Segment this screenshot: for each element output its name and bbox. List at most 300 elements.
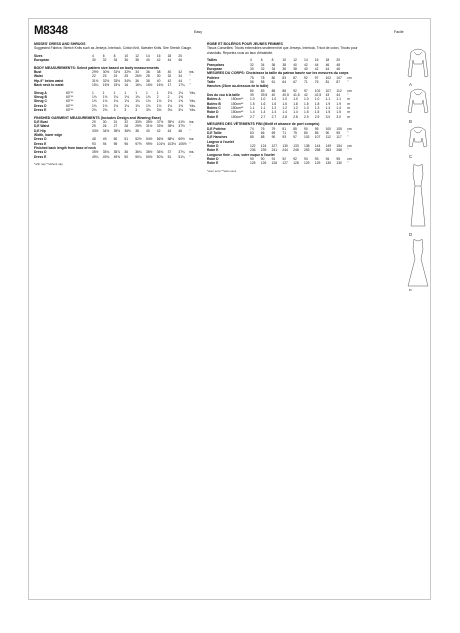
row-value: 32½ <box>102 78 110 83</box>
row-value: 44 <box>314 62 319 67</box>
row-value: 1⅛ <box>124 95 129 99</box>
row-value: 17¼ <box>178 83 185 88</box>
row-value: 31½ <box>92 78 99 83</box>
row-value: 27 <box>113 124 118 129</box>
row-value: 30 <box>92 58 96 63</box>
row-value: 10 <box>282 58 287 63</box>
row-value: 1.2 <box>271 106 277 110</box>
row-value: 1⅝ <box>178 99 183 104</box>
difficulty-en: Easy <box>194 30 202 34</box>
row-fabric-width: 60"** <box>66 95 74 99</box>
row-value: 71 <box>304 79 308 84</box>
row-value: 1 <box>102 90 105 95</box>
row-value: 18 <box>167 53 172 58</box>
row-unit: m <box>347 106 350 110</box>
row-value: 34½ <box>102 128 110 133</box>
row-value: 97 <box>304 88 308 93</box>
row-value: 26½ <box>135 74 142 79</box>
row-label: Taille <box>207 79 216 84</box>
row-value: 42 <box>304 92 308 97</box>
row-value: 46 <box>178 58 183 63</box>
row-value: 56 <box>250 79 254 84</box>
row-value: 129 <box>304 161 310 166</box>
row-fabric-width: 60"** <box>66 108 74 113</box>
row-unit: " <box>347 92 349 97</box>
row-value: 51 <box>124 137 129 142</box>
row-value: 1.3 <box>304 106 309 110</box>
row-value: 94 <box>325 156 330 161</box>
row-fabric-width: 60"** <box>66 99 74 104</box>
figure-label-e: E <box>409 288 413 291</box>
row-value: 35½ <box>113 128 121 133</box>
row-value: 2.8 <box>282 114 287 119</box>
row-value: 101½ <box>156 141 166 146</box>
row-unit: cm <box>347 88 352 93</box>
row-value: 36¼ <box>135 150 142 155</box>
body-measurements-title: MESURES DU CORPS: Choisissez la taille du patron basée sur les mesures du corps <box>207 71 349 76</box>
row-value: 43 <box>325 92 330 97</box>
row-value: 35½ <box>92 150 99 155</box>
row-value: 4 <box>92 53 94 58</box>
row-value: 41½ <box>178 119 185 124</box>
fabrics-text: Tissus Conseillés: Tricots extensibles seulement tel que Jerseys, Interlock, Tricot de coton, Tricots pour chandails. Reportez-vous au taux d'élasticité. <box>207 46 358 55</box>
row-label: Boléro B <box>207 101 221 106</box>
row-label: D,E Hanches <box>207 135 228 140</box>
row-fabric-width: 150cm** <box>231 114 244 119</box>
row-value: 66 <box>260 130 265 135</box>
row-value: 64 <box>282 79 287 84</box>
row-value: 50 <box>113 137 118 142</box>
row-fabric-width: 150cm** <box>231 101 244 106</box>
footnote: *with nap **without nap <box>34 162 63 167</box>
row-value: 32½ <box>124 70 131 75</box>
row-value: 48 <box>92 137 96 142</box>
row-value: 1.5 <box>314 110 320 115</box>
row-value: 32 <box>124 119 129 124</box>
row-value: 26 <box>102 124 107 129</box>
row-value: 36½ <box>146 150 153 155</box>
row-value: 29 <box>92 119 96 124</box>
row-value: 241 <box>271 148 278 153</box>
row-label: Tailles <box>207 58 218 63</box>
row-value: 1.6 <box>260 101 266 106</box>
row-value: 6 <box>102 53 105 58</box>
row-value: 39 <box>250 92 254 97</box>
row-value: 1.4 <box>336 106 341 110</box>
row-value: 107 <box>325 88 332 93</box>
row-value: 85 <box>293 126 297 131</box>
row-unit: " <box>347 135 349 140</box>
row-label: D,E Taille <box>207 130 222 135</box>
pattern-code: M8348 <box>34 25 68 37</box>
row-value: 35½ <box>167 124 175 129</box>
row-value: 2.9 <box>304 114 309 119</box>
row-unit: " <box>189 154 191 159</box>
row-value: 3⅛ <box>156 108 162 113</box>
row-label: D,E Bust <box>34 119 48 124</box>
row-value: 1⅛ <box>102 103 108 108</box>
row-value: 244 <box>282 148 288 153</box>
row-value: 38 <box>135 58 139 63</box>
row-value: 144 <box>314 143 321 148</box>
width-title: Width, lower edge <box>34 132 63 137</box>
row-value: 14 <box>146 53 150 58</box>
row-value: 49⅝ <box>113 154 121 159</box>
row-value: 36 <box>135 78 139 83</box>
row-label: Dress D <box>34 103 47 108</box>
row-value: 38 <box>282 62 287 67</box>
row-value: 38 <box>293 66 297 71</box>
row-value: 51¼ <box>178 154 185 159</box>
row-value: 93 <box>282 135 287 140</box>
row-unit: " <box>347 148 349 153</box>
back-length-title: Longueur finie – dos, votre nuque à l'ourlet <box>207 152 275 157</box>
row-value: 263 <box>325 148 332 153</box>
row-value: 56½ <box>156 137 164 142</box>
row-value: 92 <box>293 156 297 161</box>
row-unit: cm <box>347 126 352 131</box>
row-value: 1.1 <box>250 106 255 110</box>
row-unit: cm <box>347 143 352 148</box>
row-value: 92 <box>282 156 287 161</box>
row-value: 44 <box>167 58 172 63</box>
row-value: 95 <box>314 126 319 131</box>
row-unit: " <box>347 79 349 84</box>
row-value: 2 <box>167 95 170 99</box>
row-unit: Yds. <box>189 99 196 104</box>
row-value: 3.0 <box>325 114 331 119</box>
row-fabric-width: 150cm** <box>231 106 244 110</box>
row-value: 46 <box>178 128 183 133</box>
row-value: 69 <box>271 130 276 135</box>
row-value: 125 <box>250 161 256 166</box>
row-value: 44 <box>167 128 172 133</box>
row-value: 1.4 <box>260 110 266 115</box>
row-unit: ins. <box>189 150 195 155</box>
row-value: 97½ <box>135 141 142 146</box>
table-row <box>207 80 407 84</box>
row-value: 3⅛ <box>167 108 173 113</box>
row-unit: " <box>189 78 191 83</box>
row-label: Françaises <box>207 62 225 67</box>
shrug-c-icon <box>409 127 427 147</box>
row-value: 105½ <box>178 141 187 146</box>
row-value: 1⅛ <box>124 99 129 104</box>
row-unit: Yds. <box>189 90 196 95</box>
row-value: 99½ <box>146 141 153 146</box>
row-label: D,E Hip <box>34 128 46 133</box>
row-unit: " <box>347 130 349 135</box>
row-value: 1.5 <box>325 110 331 115</box>
row-unit: ins. <box>189 137 195 142</box>
row-value: 2.7 <box>260 114 266 119</box>
row-value: 149 <box>325 143 332 148</box>
row-value: 1.9 <box>325 101 331 106</box>
row-label: Shrug A <box>34 90 47 95</box>
row-value: 1.3 <box>314 106 320 110</box>
row-value: 29½ <box>92 70 99 75</box>
row-value: 1.6 <box>282 101 287 106</box>
row-value: 1⅛ <box>167 99 173 104</box>
row-value: 3⅛ <box>178 108 183 113</box>
row-value: 2⅛ <box>102 108 108 113</box>
row-value: 71 <box>282 130 287 135</box>
row-value: 3 <box>124 108 127 113</box>
row-value: 133 <box>293 143 299 148</box>
row-value: 248 <box>293 148 299 153</box>
row-value: 36 <box>124 150 129 155</box>
row-label: Robe E <box>207 161 219 166</box>
row-value: 1⅛ <box>167 90 173 95</box>
row-value: 1.4 <box>282 110 287 115</box>
row-value: 253 <box>304 148 310 153</box>
row-value: 54½ <box>146 137 153 142</box>
row-value: 16½ <box>146 83 153 88</box>
row-value: 15¾ <box>113 83 121 88</box>
finished-measurements-title: MESURES DES VÊTEMENTS FINI (Motif et aisance de port compris) <box>207 122 320 127</box>
row-value: 1.5 <box>304 110 309 115</box>
row-value: 1⅝ <box>178 103 183 108</box>
figure-label-b: B <box>409 119 413 124</box>
row-value: 58½ <box>167 137 175 142</box>
row-unit: " <box>189 128 191 133</box>
row-label: Boléro A <box>207 97 221 102</box>
row-value: 42 <box>304 62 308 67</box>
row-unit: " <box>347 161 349 166</box>
row-label: Dos du cou à la taille <box>207 92 240 97</box>
row-value: 95 <box>336 156 341 161</box>
row-value: 102 <box>325 75 332 80</box>
row-value: 16 <box>314 58 319 63</box>
row-unit: m <box>347 110 350 115</box>
row-value: 18 <box>325 58 330 63</box>
row-value: 1 <box>156 90 159 95</box>
shrug-b-icon <box>408 89 428 113</box>
table-row <box>34 142 229 146</box>
row-value: 30 <box>102 119 107 124</box>
row-value: 15½ <box>102 83 110 88</box>
row-label: Bust <box>34 70 42 75</box>
row-value: 92 <box>304 75 308 80</box>
row-unit: m <box>347 101 350 106</box>
row-value: 268 <box>336 148 342 153</box>
row-value: 35⅞ <box>113 150 121 155</box>
row-value: 15¼ <box>92 83 99 88</box>
row-value: 100 <box>325 126 332 131</box>
row-value: 58 <box>260 79 265 84</box>
row-label: Hip-9" below waist <box>34 78 64 83</box>
row-value: 130 <box>282 143 288 148</box>
row-value: 1.8 <box>304 101 309 106</box>
row-label: Back neck to waist <box>34 83 64 88</box>
row-value: 42 <box>167 78 172 83</box>
row-value: 1 <box>92 90 94 95</box>
row-value: 40 <box>271 92 276 97</box>
row-value: 38 <box>135 128 139 133</box>
row-value: 67 <box>293 79 297 84</box>
row-value: 42 <box>178 70 183 75</box>
row-value: 1⅛ <box>146 103 151 108</box>
table-row <box>207 148 407 152</box>
row-value: 1.9 <box>336 101 341 106</box>
row-unit: ins. <box>189 70 195 75</box>
row-value: 126 <box>271 161 278 166</box>
row-value: 1⅛ <box>156 103 162 108</box>
row-value: 39,5 <box>260 92 268 97</box>
row-unit: " <box>189 74 191 79</box>
row-label: Dress E <box>34 141 47 146</box>
row-value: 128 <box>293 161 299 166</box>
row-value: 1⅛ <box>135 103 140 108</box>
row-value: 34 <box>260 62 265 67</box>
row-value: 1.8 <box>314 101 320 106</box>
row-unit: Yds. <box>189 103 196 108</box>
row-value: 1.2 <box>293 106 298 110</box>
row-value: 1⅛ <box>102 95 108 99</box>
row-value: 24 <box>113 74 118 79</box>
row-value: 31½ <box>146 124 153 129</box>
row-value: 130 <box>336 161 342 166</box>
row-value: 40 <box>304 66 308 71</box>
row-label: Dress D <box>34 150 47 155</box>
row-value: 34 <box>271 66 276 71</box>
row-value: 3 <box>135 108 138 113</box>
row-value: 61 <box>271 79 276 84</box>
row-value: 1⅝ <box>178 95 183 99</box>
row-value: 107 <box>314 135 321 140</box>
row-label: European <box>34 58 50 63</box>
row-fabric-width: 150cm** <box>231 110 244 115</box>
row-value: 36 <box>146 70 150 75</box>
row-value: 1.2 <box>282 106 287 110</box>
title: MISSES' DRESS AND SHRUGS <box>34 42 86 46</box>
row-value: 93 <box>314 156 319 161</box>
row-value: 22 <box>92 74 96 79</box>
figure-label-c: C <box>409 154 413 159</box>
row-label: European <box>207 66 223 71</box>
row-label: Waist <box>34 74 43 79</box>
row-value: 90 <box>325 130 330 135</box>
row-value: 44 <box>325 66 330 71</box>
row-value: 25 <box>92 124 96 129</box>
row-value: 50¾ <box>156 154 164 159</box>
row-value: 30½ <box>102 70 110 75</box>
row-value: 36½ <box>124 128 131 133</box>
row-value: 1.0 <box>304 97 309 102</box>
row-value: 1.0 <box>260 97 266 102</box>
row-value: 95 <box>113 141 118 146</box>
row-value: 93 <box>92 141 96 146</box>
row-value: 39½ <box>167 119 175 124</box>
row-value: 38 <box>146 78 150 83</box>
row-value: 2.7 <box>250 114 255 119</box>
shrug-a-icon <box>408 49 428 77</box>
row-value: 20 <box>336 58 341 63</box>
row-label: Boléro C <box>207 106 221 110</box>
row-value: 81 <box>282 126 287 131</box>
row-value: 105 <box>336 126 342 131</box>
row-value: 80 <box>250 88 254 93</box>
row-value: 1⅛ <box>135 99 140 104</box>
row-value: 40 <box>293 62 297 67</box>
dress-d-icon <box>411 164 425 226</box>
row-value: 3 <box>113 108 116 113</box>
row-value: 1.5 <box>250 101 255 106</box>
row-value: 41,5 <box>293 92 300 97</box>
row-fabric-width: 60"** <box>66 90 74 95</box>
row-value: 97 <box>314 75 319 80</box>
row-value: 2 <box>156 95 159 99</box>
row-value: 42 <box>156 58 161 63</box>
row-value: 60½ <box>178 137 185 142</box>
row-value: 42,5 <box>314 92 322 97</box>
row-value: 34 <box>178 74 183 79</box>
row-value: 1⅛ <box>146 99 151 104</box>
row-value: 44 <box>336 92 341 97</box>
row-value: 25 <box>124 74 129 79</box>
row-value: 1⅛ <box>113 95 119 99</box>
row-value: 1.6 <box>271 101 277 106</box>
dress-e-icon <box>408 239 428 286</box>
row-value: 1⅛ <box>124 103 129 108</box>
row-value: 80 <box>304 130 308 135</box>
row-value: 76 <box>314 79 319 84</box>
row-value: 30 <box>156 74 161 79</box>
row-value: 87 <box>336 79 341 84</box>
row-value: 1⅛ <box>92 95 97 99</box>
row-value: 127 <box>282 161 288 166</box>
row-value: 28 <box>124 124 129 129</box>
row-value: 46 <box>325 62 330 67</box>
row-value: 83 <box>260 88 265 93</box>
row-label: Shrug C <box>34 99 47 104</box>
row-value: 154 <box>336 143 342 148</box>
title: ROBE ET BOLÉROS POUR JEUNES FEMMES <box>207 42 283 46</box>
row-unit: " <box>189 124 191 129</box>
row-unit: ins. <box>189 119 195 124</box>
row-value: 1.8 <box>293 101 298 106</box>
row-unit: " <box>189 141 191 146</box>
row-value: 36¾ <box>156 150 164 155</box>
figure-label-d: D <box>409 232 413 237</box>
row-value: 138 <box>304 143 310 148</box>
row-value: 87 <box>293 75 297 80</box>
row-value: 16 <box>156 53 161 58</box>
row-value: 1.1 <box>260 106 266 110</box>
back-length-title: Finished back length from base of neck <box>34 145 96 150</box>
row-label: Sizes <box>34 53 43 58</box>
row-value: 1 <box>113 90 116 95</box>
row-value: 117 <box>336 135 342 140</box>
row-value: 1⅛ <box>113 103 119 108</box>
row-value: 40 <box>156 78 161 83</box>
row-value: 76 <box>260 126 265 131</box>
row-value: 37½ <box>178 124 185 129</box>
row-value: 63 <box>250 130 254 135</box>
row-value: 1⅛ <box>92 103 97 108</box>
row-value: 85 <box>250 135 254 140</box>
table-row <box>34 155 229 159</box>
row-value: 51 <box>167 154 172 159</box>
row-value: 10 <box>124 53 129 58</box>
row-value: 127 <box>271 143 278 148</box>
row-value: 8 <box>113 53 116 58</box>
row-value: 36 <box>124 58 129 63</box>
row-value: 96 <box>124 141 129 146</box>
row-value: 1⅛ <box>102 99 108 104</box>
row-value: 81 <box>325 79 330 84</box>
row-value: 50¼ <box>135 154 142 159</box>
